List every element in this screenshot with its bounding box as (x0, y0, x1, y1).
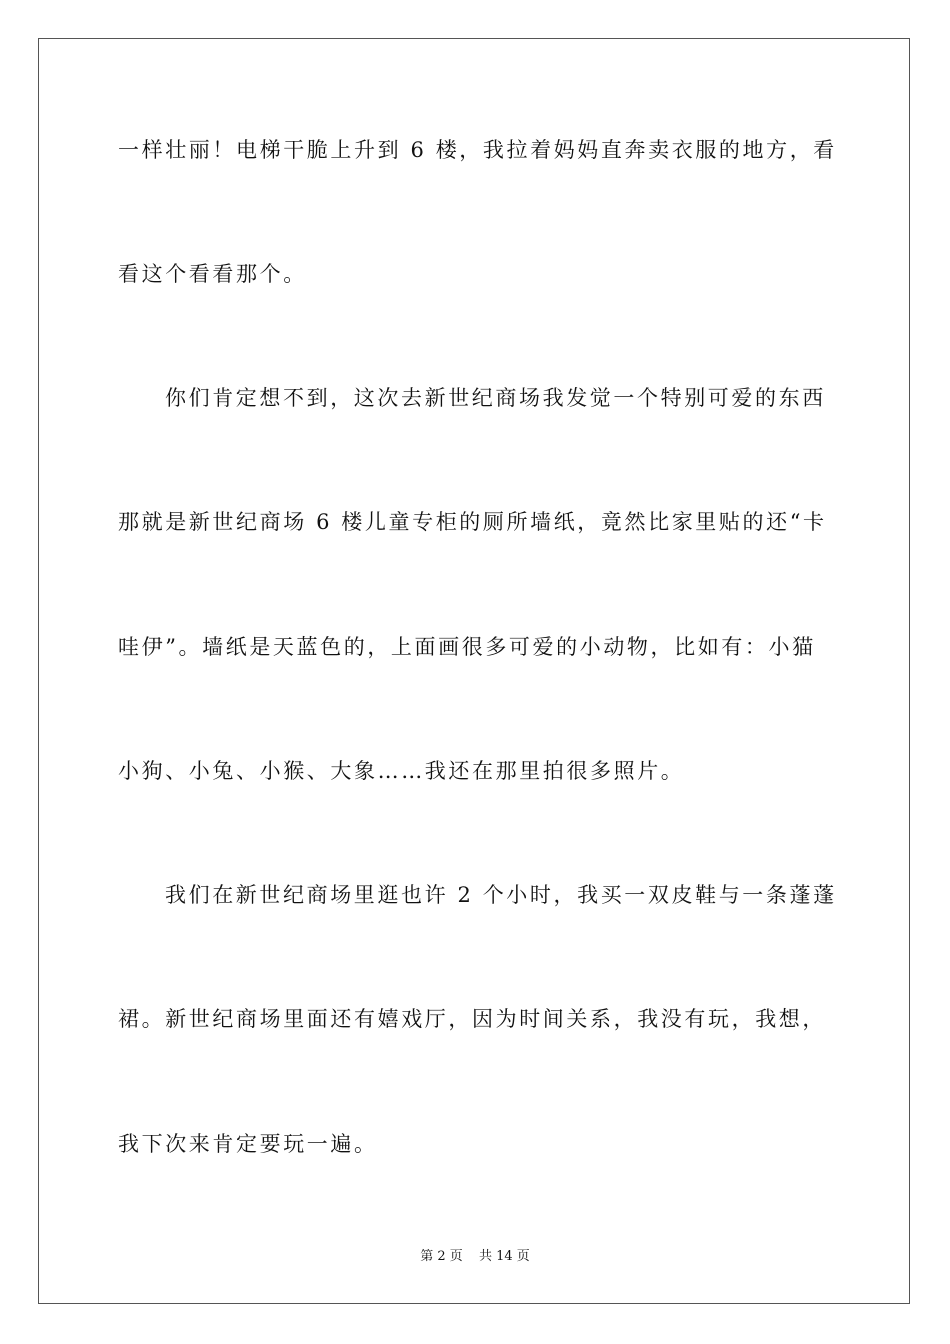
total-pages: 共 14 页 (478, 1249, 530, 1264)
page-border (38, 38, 910, 1304)
paragraph-3-line-3: 我下次来肯定要玩一遍。 (118, 1132, 378, 1156)
page-footer (0, 1248, 950, 1266)
paragraph-2-line-4: 小狗、小兔、小猴、大象……我还在那里拍很多照片。 (118, 759, 685, 783)
paragraph-1-line-1: 一样壮丽！电梯干脆上升到 6 楼，我拉着妈妈直奔卖衣服的地方，看 (118, 138, 837, 162)
page-number: 第 2 页 (420, 1249, 463, 1264)
paragraph-3-line-1: 我们在新世纪商场里逛也许 2 个小时，我买一双皮鞋与一条蓬蓬 (165, 883, 837, 907)
paragraph-2-line-3: 哇伊”。墙纸是天蓝色的，上面画很多可爱的小动物，比如有：小猫 (118, 635, 816, 659)
paragraph-1-line-2: 看这个看看那个。 (118, 262, 307, 286)
paragraph-3-line-2: 裙。新世纪商场里面还有嬉戏厅，因为时间关系，我没有玩，我想， (118, 1007, 826, 1031)
paragraph-2-line-1: 你们肯定想不到，这次去新世纪商场我发觉一个特别可爱的东西 (165, 386, 826, 410)
paragraph-2-line-2: 那就是新世纪商场 6 楼儿童专柜的厕所墙纸，竟然比家里贴的还“卡 (118, 510, 827, 534)
